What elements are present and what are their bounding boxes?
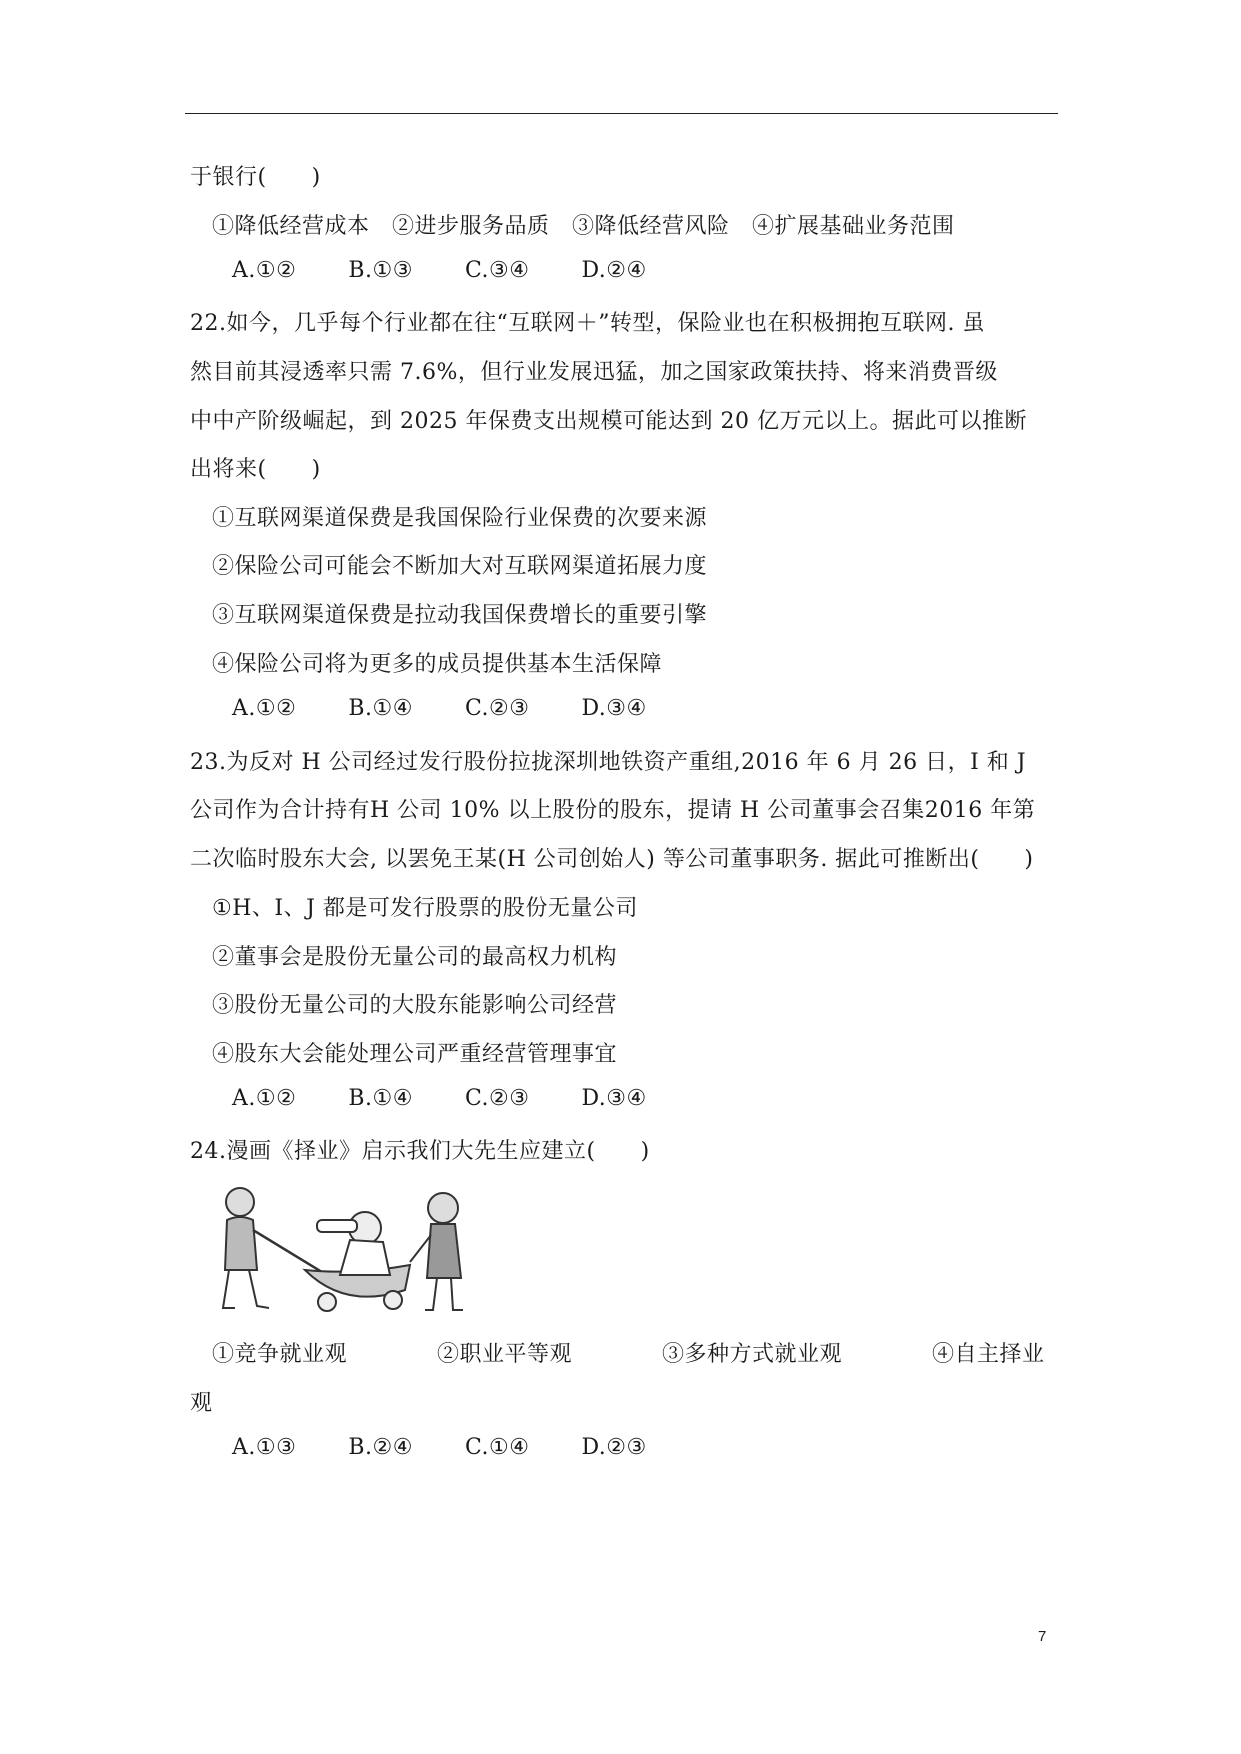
q21-answer-c: C.③④ [464, 258, 530, 283]
q24-answer-c: C.①④ [464, 1435, 530, 1460]
q22-answers [232, 696, 699, 721]
q24-answers [232, 1435, 699, 1460]
q23-line-3: 二次临时股东大会, 以罢免王某(H 公司创始人) 等公司董事职务. 据此可推断出( ) [190, 847, 1034, 872]
q22-line-3: 中中产阶级崛起，到 2025 年保费支出规模可能达到 20 亿万元以上。据此可以推断 [190, 409, 1027, 434]
q23-option-3: ③股份无量公司的大股东能影响公司经营 [212, 993, 618, 1018]
q22-line-2: 然目前其浸透率只需 7.6%，但行业发展迅猛，加之国家政策扶持、将来消费晋级 [190, 360, 998, 385]
q23-option-1: ①H、I、J 都是可发行股票的股份无量公司 [212, 896, 638, 921]
q22-answer-c: C.②③ [464, 696, 530, 721]
q22-option-1: ①互联网渠道保费是我国保险行业保费的次要来源 [212, 506, 708, 531]
q23-line-1: 23.为反对 H 公司经过发行股份拉拢深圳地铁资产重组,2016 年 6 月 26 日，I 和 J [190, 750, 1027, 775]
q23-option-2: ②董事会是股份无量公司的最高权力机构 [212, 945, 618, 970]
header-rule [185, 113, 1058, 114]
q22-line-4: 出将来( ) [190, 457, 321, 482]
q24-options: ①竞争就业观 ②职业平等观 ③多种方式就业观 ④自主择业 [212, 1342, 1045, 1367]
q22-option-3: ③互联网渠道保费是拉动我国保费增长的重要引擎 [212, 603, 708, 628]
q23-answer-b: B.①④ [348, 1086, 413, 1111]
q21-answer-a: A.①② [232, 258, 297, 283]
q24-stem: 24.漫画《择业》启示我们大先生应建立( ) [190, 1139, 650, 1164]
page-number: 7 [1038, 1628, 1047, 1645]
q22-option-4: ④保险公司将为更多的成员提供基本生活保障 [212, 652, 663, 677]
q22-answer-b: B.①④ [348, 696, 413, 721]
q23-option-4: ④股东大会能处理公司严重经营管理事宜 [212, 1042, 618, 1067]
q21-stem-tail: 于银行( ) [190, 165, 321, 190]
cartoon-image [205, 1180, 505, 1320]
q23-answer-a: A.①② [232, 1086, 297, 1111]
q23-line-2: 公司作为合计持有H 公司 10% 以上股份的股东，提请 H 公司董事会召集2016 年第 [190, 798, 1036, 823]
q23-answer-d: D.③④ [581, 1086, 647, 1111]
q21-answer-b: B.①③ [348, 258, 413, 283]
q22-answer-d: D.③④ [581, 696, 647, 721]
q24-answer-d: D.②③ [581, 1435, 647, 1460]
q22-line-1: 22.如今，几乎每个行业都在往“互联网＋”转型，保险业也在积极拥抱互联网. 虽 [190, 311, 985, 336]
q22-option-2: ②保险公司可能会不断加大对互联网渠道拓展力度 [212, 554, 708, 579]
q24-answer-a: A.①③ [232, 1435, 297, 1460]
q23-answers [232, 1086, 699, 1111]
q24-options-tail: 观 [190, 1391, 213, 1416]
q21-options: ①降低经营成本 ②进步服务品质 ③降低经营风险 ④扩展基础业务范围 [212, 214, 955, 239]
q21-answer-d: D.②④ [581, 258, 647, 283]
q24-answer-b: B.②④ [348, 1435, 413, 1460]
q22-answer-a: A.①② [232, 696, 297, 721]
q21-answers [232, 258, 699, 283]
q23-answer-c: C.②③ [464, 1086, 530, 1111]
